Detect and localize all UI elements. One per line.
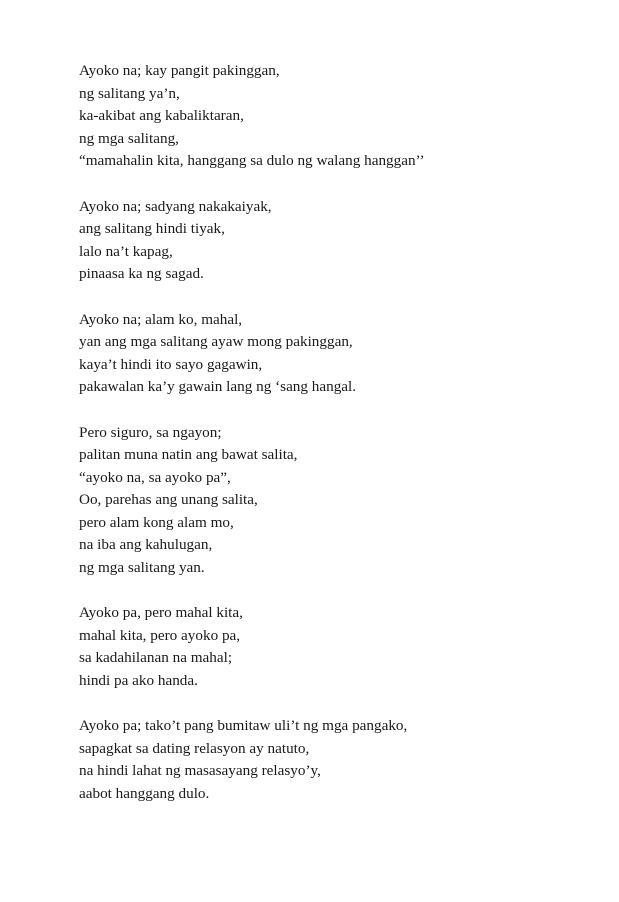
poem-line: pinaasa ka ng sagad.	[79, 265, 204, 283]
stanza	[79, 602, 599, 692]
poem-line: na hindi lahat ng masasayang relasyo’y,	[79, 762, 321, 780]
poem-line: ang salitang hindi tiyak,	[79, 220, 225, 238]
poem-line: lalo na’t kapag,	[79, 242, 173, 260]
poem-line: ng mga salitang,	[79, 129, 179, 147]
poem-line: Ayoko na; alam ko, mahal,	[79, 310, 243, 328]
poem-line: “ayoko na, sa ayoko pa”,	[79, 468, 231, 486]
poem-line: pakawalan ka’y gawain lang ng ‘sang hangal.	[79, 378, 357, 396]
poem-line: Ayoko na; kay pangit pakinggan,	[79, 62, 280, 79]
poem-line: ka-akibat ang kabaliktaran,	[79, 107, 244, 125]
poem-line: hindi pa ako handa.	[79, 672, 198, 690]
stanza	[79, 422, 599, 580]
stanza	[79, 60, 599, 173]
stanza	[79, 715, 599, 805]
poem-line: na iba ang kahulugan,	[79, 536, 213, 554]
stanza	[79, 309, 599, 399]
poem-line: aabot hanggang dulo.	[79, 785, 210, 802]
poem-line: yan ang mga salitang ayaw mong pakinggan,	[79, 333, 353, 351]
stanza	[79, 196, 599, 286]
poem-body	[79, 60, 599, 828]
poem-line: “mamahalin kita, hanggang sa dulo ng walang hanggan’’	[79, 152, 425, 170]
poem-line: ng mga salitang yan.	[79, 559, 205, 577]
poem-line: ng salitang ya’n,	[79, 84, 180, 102]
poem-line: Oo, parehas ang unang salita,	[79, 491, 258, 509]
poem-line: sa kadahilanan na mahal;	[79, 649, 233, 667]
poem-line: Ayoko pa; tako’t pang bumitaw uli’t ng mga pangako,	[79, 717, 408, 735]
poem-line: mahal kita, pero ayoko pa,	[79, 626, 241, 644]
poem-line: pero alam kong alam mo,	[79, 513, 234, 531]
poem-line: Pero siguro, sa ngayon;	[79, 423, 222, 441]
poem-line: palitan muna natin ang bawat salita,	[79, 446, 298, 464]
poem-line: kaya’t hindi ito sayo gagawin,	[79, 355, 263, 373]
poem-line: sapagkat sa dating relasyon ay natuto,	[79, 739, 310, 757]
poem-line: Ayoko pa, pero mahal kita,	[79, 604, 243, 622]
poem-line: Ayoko na; sadyang nakakaiyak,	[79, 197, 272, 215]
